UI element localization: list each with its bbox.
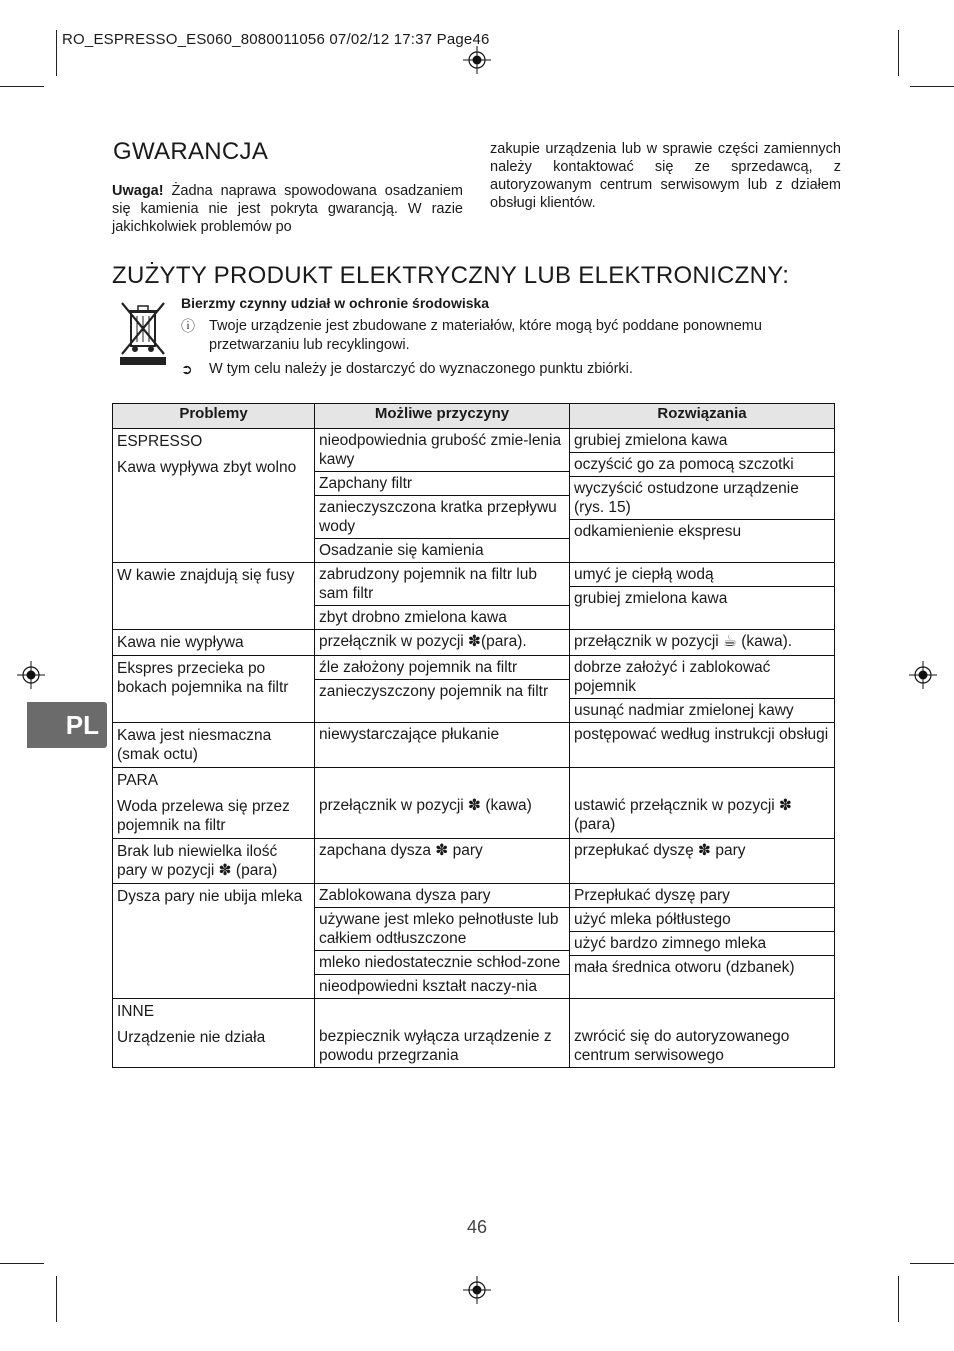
print-slug: RO_ESPRESSO_ES060_8080011056 07/02/12 17:37 Page46 [62, 31, 490, 48]
cause-text: źle założony pojemnik na filtr [315, 656, 569, 680]
troubleshooting-table [112, 403, 835, 1068]
cause-cell [315, 563, 570, 630]
cause-text: nieodpowiedni kształt naczy-nia [319, 978, 537, 995]
solution-text: oczyścić go za pomocą szczotki [570, 453, 834, 477]
cause-text: używane jest mleko pełnotłuste lub całkiem odtłuszczone [315, 908, 569, 951]
problem-text: Dysza pary nie ubija mleka [117, 888, 303, 905]
weee-subtitle: Bierzmy czynny udział w ochronie środowiska [181, 295, 490, 311]
column-header: Możliwe przyczyny [315, 404, 570, 429]
solution-text: postępować według instrukcji obsługi [574, 726, 829, 743]
table-row [113, 884, 835, 999]
table-row [113, 839, 835, 884]
guarantee-warning-label: Uwaga! [112, 183, 164, 199]
table-row [113, 563, 835, 630]
solution-text: odkamienienie ekspresu [574, 523, 742, 540]
registration-mark-icon [17, 661, 45, 689]
cause-text: przełącznik w pozycji ✽ (kawa) [319, 797, 532, 814]
solution-cell [570, 839, 835, 884]
solution-text: wyczyścić ostudzone urządzenie (rys. 15) [570, 477, 834, 520]
table-row [113, 999, 835, 1068]
cause-text: zanieczyszczona kratka przepływu wody [315, 496, 569, 539]
problem-cell [113, 656, 315, 723]
crossed-bin-icon [117, 300, 169, 366]
problem-text: PARA [117, 772, 159, 789]
solution-cell [570, 563, 835, 630]
solution-text: grubiej zmielona kawa [574, 590, 728, 607]
solution-text: użyć bardzo zimnego mleka [570, 932, 834, 956]
crop-mark [898, 1276, 899, 1322]
cause-cell [315, 839, 570, 884]
crop-mark [56, 1276, 57, 1322]
problem-text: Kawa jest niesmaczna (smak octu) [117, 727, 272, 763]
problem-text: INNE [117, 1003, 155, 1020]
registration-mark-icon [463, 1276, 491, 1304]
problem-text: Brak lub niewielka ilość pary w pozycji ✽ (para) [117, 843, 278, 879]
weee-title: ZUŻYTY PRODUKT ELEKTRYCZNY LUB ELEKTRONICZNY: [112, 262, 790, 289]
registration-mark-icon [909, 661, 937, 689]
solution-text: usunąć nadmiar zmielonej kawy [574, 702, 794, 719]
registration-mark-icon [463, 46, 491, 74]
problem-text: Ekspres przecieka po bokach pojemnika na filtr [117, 660, 289, 696]
crop-mark [56, 30, 57, 76]
problem-cell [113, 630, 315, 656]
solution-text: dobrze założyć i zablokować pojemnik [570, 656, 834, 699]
solution-cell [570, 768, 835, 839]
guarantee-left-text [112, 182, 463, 236]
solution-text: użyć mleka półtłustego [570, 908, 834, 932]
cause-text: zbyt drobno zmielona kawa [319, 609, 507, 626]
problem-text: W kawie znajdują się fusy [117, 567, 295, 584]
solution-text: grubiej zmielona kawa [570, 429, 834, 453]
column-header: Rozwiązania [570, 404, 835, 429]
table-row [113, 429, 835, 563]
crop-mark [0, 1263, 44, 1264]
crop-mark [910, 86, 954, 87]
guarantee-right-text: zakupie urządzenia lub w sprawie części zamiennych należy kontaktować się ze sprzedawcą, z autoryzowanym centrum serwisowym lub z działem obsługi klientów. [490, 141, 841, 211]
table-row [113, 768, 835, 839]
cause-text: niewystarczające płukanie [319, 726, 500, 743]
cause-cell [315, 723, 570, 768]
problem-cell [113, 999, 315, 1068]
cause-text: bezpiecznik wyłącza urządzenie z powodu przegrzania [319, 1028, 552, 1064]
solution-cell [570, 630, 835, 656]
cause-cell [315, 884, 570, 999]
solution-text: umyć je ciepłą wodą [570, 563, 834, 587]
cause-text: nieodpowiednia grubość zmie-lenia kawy [315, 429, 569, 472]
problem-text: ESPRESSO [117, 433, 203, 450]
cause-cell [315, 429, 570, 563]
cause-text: zanieczyszczony pojemnik na filtr [319, 683, 549, 700]
crop-mark [910, 1263, 954, 1264]
cause-text: mleko niedostatecznie schłod-zone [315, 951, 569, 975]
solution-cell [570, 429, 835, 563]
info-icon: ⓘ [181, 318, 195, 334]
column-header: Problemy [113, 404, 315, 429]
solution-text: Przepłukać dyszę pary [570, 884, 834, 908]
solution-cell [570, 999, 835, 1068]
cause-cell [315, 768, 570, 839]
cause-text: Zapchany filtr [315, 472, 569, 496]
problem-cell [113, 563, 315, 630]
problem-cell [113, 768, 315, 839]
problem-text: Kawa nie wypływa [117, 634, 244, 651]
table-row [113, 723, 835, 768]
cause-cell [315, 656, 570, 723]
problem-text: Woda przelewa się przez pojemnik na filtr [117, 798, 290, 834]
page-number: 46 [466, 1217, 488, 1237]
problem-text: Urządzenie nie działa [117, 1029, 266, 1046]
weee-info-text: Twoje urządzenie jest zbudowane z materiałów, które mogą być poddane ponownemu przetwarzaniu lub recyklingowi. [209, 318, 762, 353]
problem-cell [113, 839, 315, 884]
table-row [113, 630, 835, 656]
guarantee-title: GWARANCJA [113, 138, 269, 165]
problem-cell [113, 429, 315, 563]
language-tab: PL [27, 702, 107, 748]
solution-text: ustawić przełącznik w pozycji ✽ (para) [574, 797, 792, 833]
solution-cell [570, 656, 835, 723]
solution-text: zwrócić się do autoryzowanego centrum serwisowego [574, 1028, 790, 1064]
table-row [113, 656, 835, 723]
solution-cell [570, 884, 835, 999]
cause-text: Zablokowana dysza pary [315, 884, 569, 908]
problem-cell [113, 884, 315, 999]
problem-cell [113, 723, 315, 768]
crop-mark [0, 86, 44, 87]
cause-text: zabrudzony pojemnik na filtr lub sam filtr [315, 563, 569, 606]
cause-text: zapchana dysza ✽ pary [319, 842, 483, 859]
cause-cell [315, 630, 570, 656]
solution-text: mała średnica otworu (dzbanek) [574, 959, 795, 976]
weee-arrow-text: W tym celu należy je dostarczyć do wyznaczonego punktu zbiórki. [209, 361, 633, 377]
table-header-row [113, 404, 835, 429]
weee-arrow-row [181, 360, 831, 379]
solution-text: przepłukać dyszę ✽ pary [574, 842, 746, 859]
solution-cell [570, 723, 835, 768]
problem-text: Kawa wypływa zbyt wolno [117, 459, 297, 476]
guarantee-left-body: Żadna naprawa spowodowana osadzaniem się kamienia nie jest pokryta gwarancją. W razie jakichkolwiek problemów po [112, 183, 463, 235]
cause-text: Osadzanie się kamienia [319, 542, 484, 559]
solution-text: przełącznik w pozycji ☕ (kawa). [574, 633, 793, 650]
crop-mark [898, 30, 899, 76]
weee-info-row [181, 317, 831, 355]
cause-text: przełącznik w pozycji ✽(para). [319, 633, 527, 650]
cause-cell [315, 999, 570, 1068]
arrow-icon: ➲ [181, 361, 193, 377]
